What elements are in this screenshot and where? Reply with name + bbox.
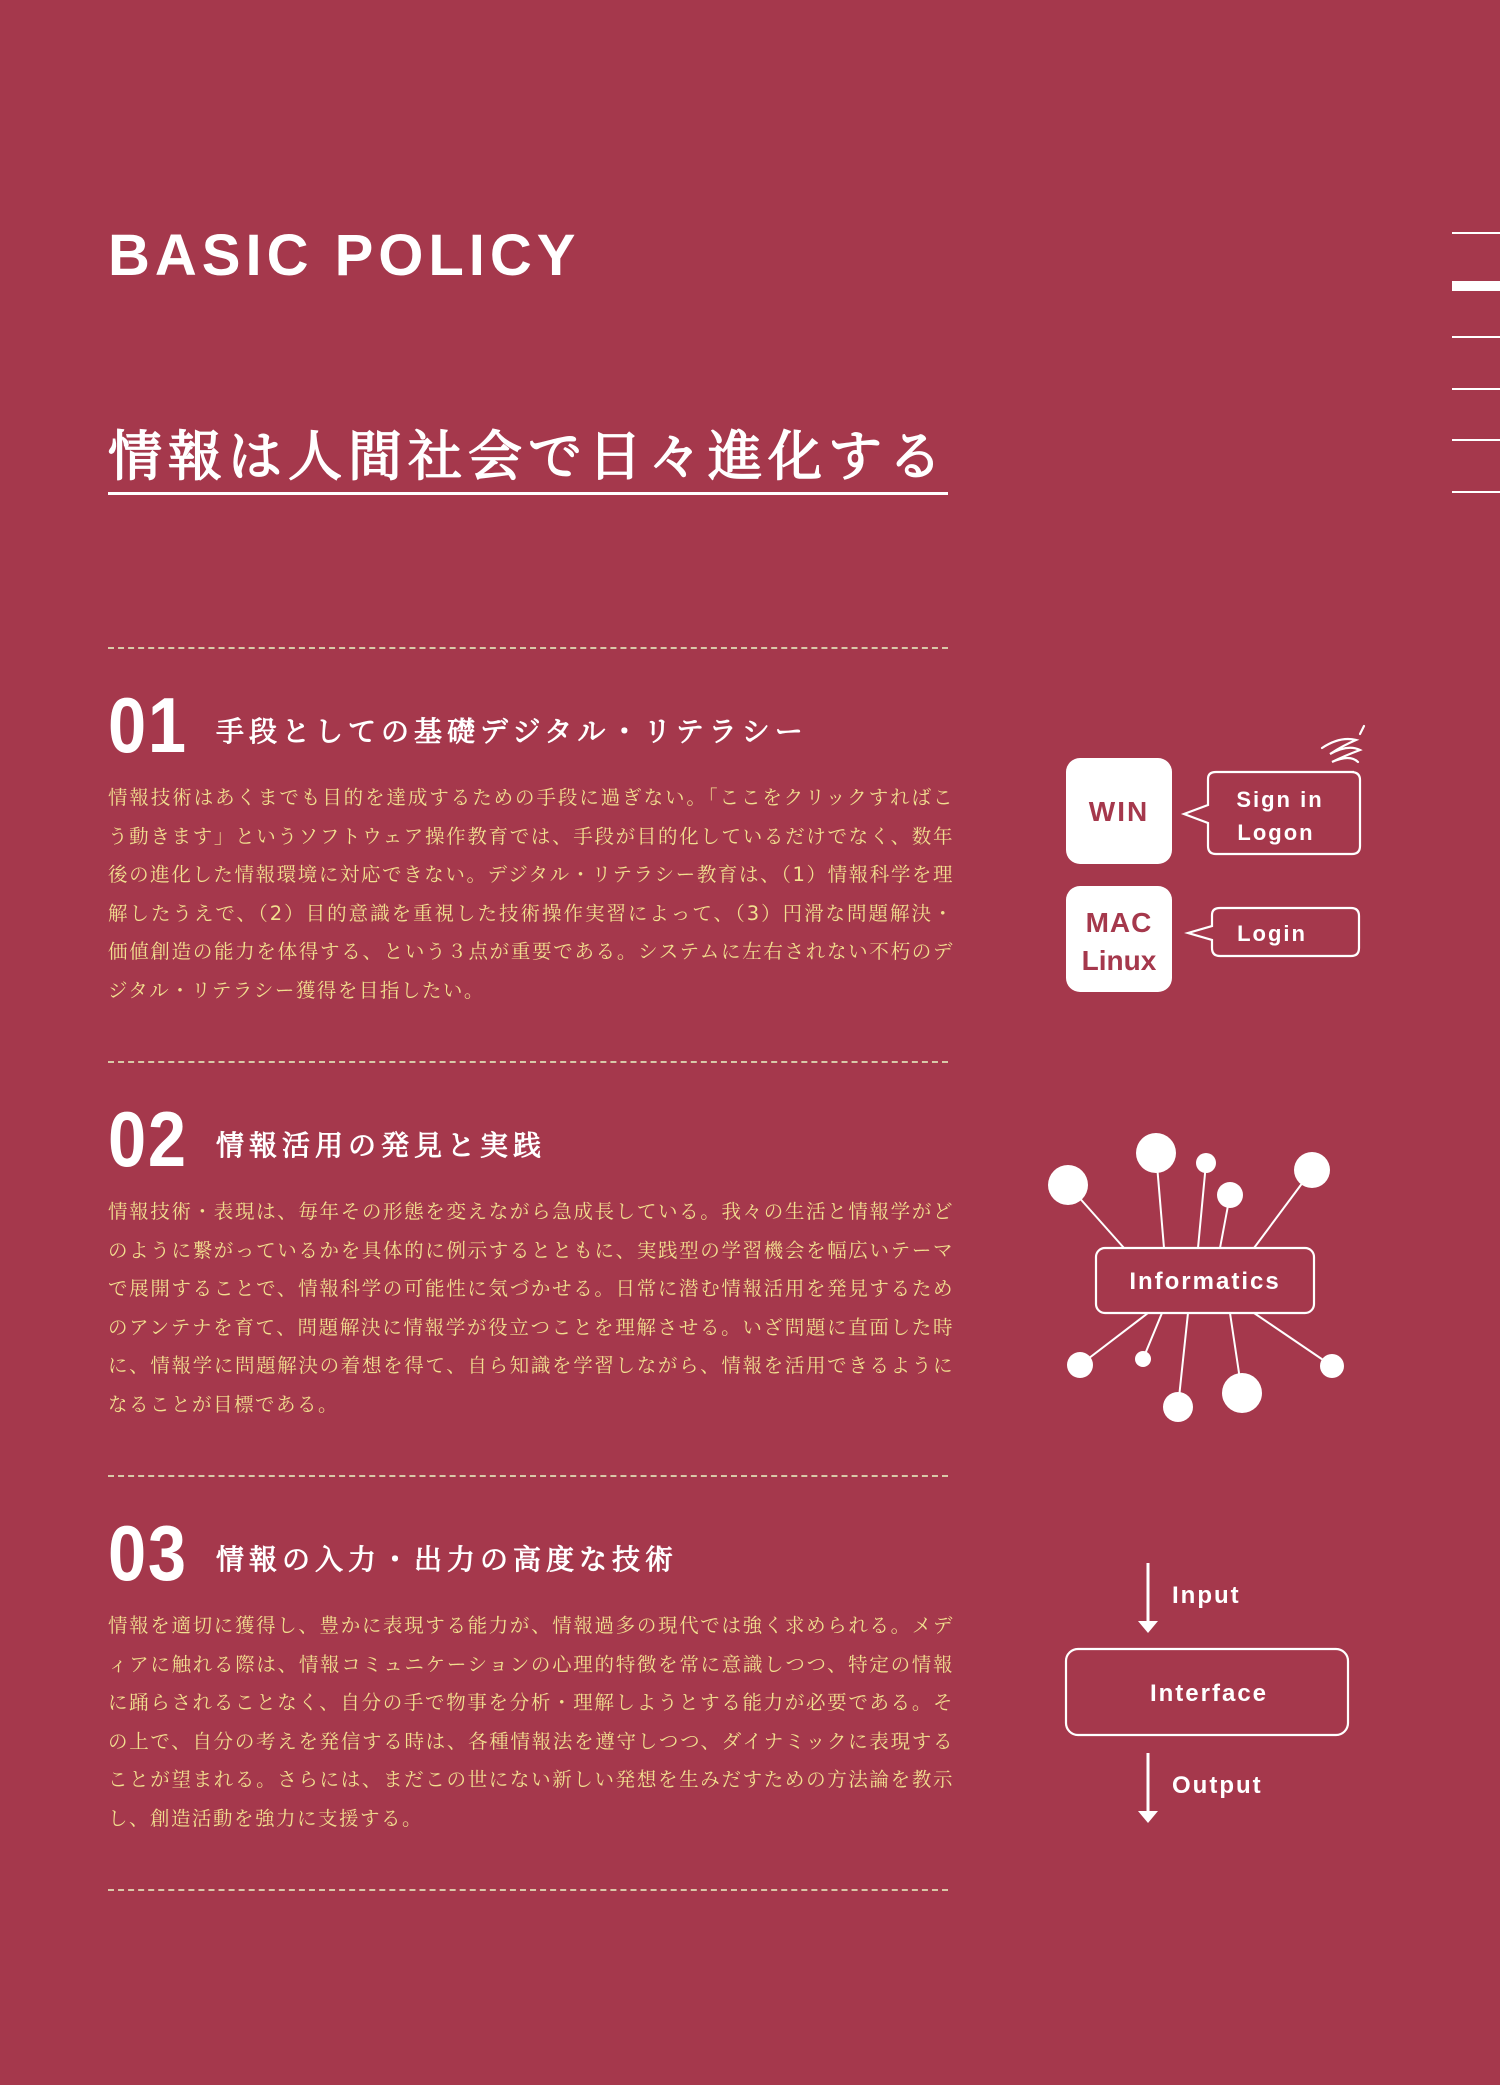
section-title: 手段としての基礎デジタル・リテラシー <box>216 715 808 748</box>
sign-in-label: Sign in <box>1236 787 1324 812</box>
os-login-illustration <box>1060 690 1380 1010</box>
scribble-icon <box>1322 726 1364 762</box>
win-label: WIN <box>1088 796 1150 827</box>
divider <box>108 647 948 649</box>
side-nav-item-1[interactable] <box>1452 232 1500 234</box>
side-nav-item-5[interactable] <box>1452 439 1500 441</box>
network-node <box>1196 1153 1216 1173</box>
network-node <box>1048 1165 1088 1205</box>
network-node <box>1217 1182 1243 1208</box>
interface-label: Interface <box>1149 1680 1269 1707</box>
io-flow-illustration <box>1060 1555 1360 1835</box>
linux-label: Linux <box>1081 945 1157 976</box>
network-node <box>1067 1352 1093 1378</box>
section-number: 02 <box>108 1095 188 1183</box>
section-number: 01 <box>108 681 188 769</box>
divider <box>108 1889 948 1891</box>
section-body: 情報技術・表現は、毎年その形態を変えながら急成長している。我々の生活と情報学がどのように繋がっているかを具体的に例示するとともに、実践型の学習機会を幅広いテーマで展開することで、情報科学の可能性に気づかせる。日常に潜む情報活用を発見するためのアンテナを育て、問題解決に情報学が役立つことを理解させる。いざ問題に直面した時に、情報学に問題解決の着想を得て、自ら知識を学習しながら、情報を活用できるようになることが目標である。 <box>108 1200 954 1416</box>
output-label: Output <box>1172 1772 1263 1799</box>
section-body: 情報を適切に獲得し、豊かに表現する能力が、情報過多の現代では強く求められる。メディアに触れる際は、情報コミュニケーションの心理的特徴を常に意識しつつ、特定の情報に踊らされることなく、自分の手で物事を分析・理解しようとする能力が必要である。その上で、自分の考えを発信する時は、各種情報法を遵守しつつ、ダイナミックに表現することが望まれる。さらには、まだこの世にない新しい発想を生みだすための方法論を教示し、創造活動を強力に支援する。 <box>108 1614 954 1830</box>
section-body: 情報技術はあくまでも目的を達成するための手段に過ぎない。「ここをクリックすればこう動きます」というソフトウェア操作教育では、手段が目的化しているだけでなく、数年後の進化した情報環境に対応できない。デジタル・リテラシー教育は、（1）情報科学を理解したうえで、（2）目的意識を重視した技術操作実習によって、（3）円滑な問題解決・価値創造の能力を体得する、という３点が重要である。システムに左右されない不朽のデジタル・リテラシー獲得を目指したい。 <box>108 786 954 1002</box>
down-arrow-icon <box>1138 1563 1158 1633</box>
divider <box>108 1475 948 1477</box>
down-arrow-icon <box>1138 1753 1158 1823</box>
network-node <box>1222 1373 1262 1413</box>
network-node <box>1136 1133 1176 1173</box>
mac-label: MAC <box>1085 907 1153 938</box>
section-title: 情報の入力・出力の高度な技術 <box>216 1543 679 1576</box>
input-label: Input <box>1172 1582 1241 1609</box>
network-node <box>1320 1354 1344 1378</box>
divider <box>108 1061 948 1063</box>
side-nav-item-3[interactable] <box>1452 336 1500 338</box>
logon-label: Logon <box>1237 820 1315 845</box>
informatics-network-illustration <box>1040 1125 1360 1435</box>
network-node <box>1135 1351 1151 1367</box>
login-label: Login <box>1237 921 1307 946</box>
page-headline: 情報は人間社会で日々進化する <box>108 424 948 495</box>
section-title: 情報活用の発見と実践 <box>216 1129 547 1162</box>
mac-linux-tile <box>1066 886 1172 992</box>
side-nav-item-6[interactable] <box>1452 491 1500 493</box>
section-number: 03 <box>108 1509 188 1597</box>
network-node <box>1294 1152 1330 1188</box>
network-node <box>1163 1392 1193 1422</box>
side-nav-item-4[interactable] <box>1452 388 1500 390</box>
side-nav-item-2-active[interactable] <box>1452 281 1500 291</box>
page-eyebrow: BASIC POLICY <box>108 223 581 288</box>
informatics-label: Informatics <box>1129 1268 1281 1295</box>
